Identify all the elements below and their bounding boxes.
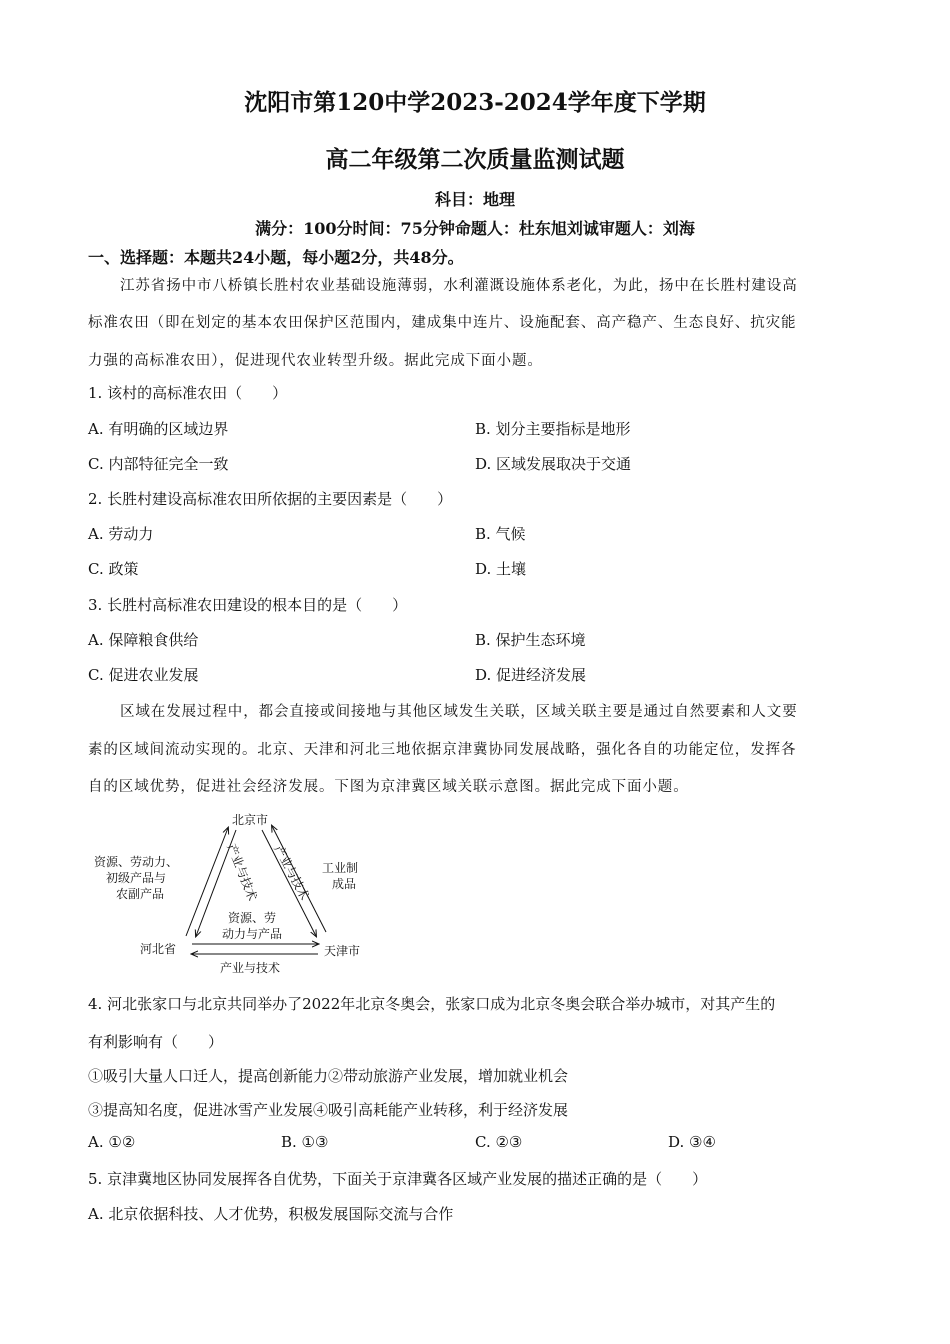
- option-a: A. 劳动力: [88, 525, 154, 543]
- label-left-outer: 农副产品: [116, 887, 165, 901]
- option-c: C. ②③: [475, 1133, 523, 1151]
- option-b: B. 划分主要指标是地形: [475, 420, 631, 438]
- option-d: D. ③④: [668, 1133, 716, 1151]
- statement-line: ①吸引大量人口迁人，提高创新能力②带动旅游产业发展，增加就业机会: [88, 1067, 569, 1085]
- option-a: A. 有明确的区域边界: [88, 420, 229, 438]
- node-tianjin: 天津市: [324, 944, 361, 958]
- option-d: D. 促进经济发展: [475, 666, 587, 684]
- option-b: B. 气候: [475, 525, 526, 543]
- exam-subject: 科目：地理: [434, 190, 515, 209]
- label-left-outer: 资源、劳动力、: [94, 855, 179, 869]
- exam-meta: 满分：100分时间：75分钟命题人：杜东旭刘诚审题人：刘海: [255, 219, 695, 238]
- option-c: C. 内部特征完全一致: [88, 455, 229, 473]
- label-right-inner: 产业与技术: [271, 842, 312, 903]
- option-b: B. 保护生态环境: [475, 631, 586, 649]
- passage-line: 区域在发展过程中，都会直接或间接地与其他区域发生关联，区域关联主要是通过自然要素和人文要: [120, 704, 798, 720]
- exam-title-line2: 高二年级第二次质量监测试题: [325, 146, 625, 173]
- node-hebei: 河北省: [140, 942, 177, 956]
- label-right-outer: 工业制: [322, 861, 359, 875]
- label-left-inner: 产业与技术: [224, 841, 260, 903]
- section-heading: 一、选择题：本题共24小题，每小题2分，共48分。: [88, 248, 464, 267]
- option-a: A. 北京依据科技、人才优势，积极发展国际交流与合作: [88, 1205, 454, 1223]
- passage-line: 江苏省扬中市八桥镇长胜村农业基础设施薄弱，水利灌溉设施体系老化，为此，扬中在长胜村建设高: [120, 278, 798, 294]
- exam-title-line1: 沈阳市第120中学2023-2024学年度下学期: [244, 89, 706, 116]
- arrow-hebei-to-beijing: [186, 828, 228, 936]
- question-stem: 5. 京津冀地区协同发展挥各自优势，下面关于京津冀各区域产业发展的描述正确的是（ ）: [88, 1170, 708, 1188]
- passage-line: 素的区域间流动实现的。北京、天津和河北三地依据京津冀协同发展战略，强化各自的功能定位，发挥各: [88, 742, 797, 758]
- question-stem: 4. 河北张家口与北京共同举办了2022年北京冬奥会，张家口成为北京冬奥会联合举办城市，对其产生的: [88, 995, 776, 1013]
- label-right-outer: 成品: [332, 877, 357, 891]
- passage-line: 自的区域优势，促进社会经济发展。下图为京津冀区域关联示意图。据此完成下面小题。: [88, 779, 689, 795]
- option-d: D. 土壤: [475, 560, 527, 578]
- option-a: A. 保障粮食供给: [88, 631, 199, 649]
- label-bottom-bottom: 产业与技术: [220, 961, 281, 975]
- question-stem: 1. 该村的高标准农田（ ）: [88, 384, 288, 402]
- option-b: B. ①③: [281, 1133, 329, 1151]
- option-d: D. 区域发展取决于交通: [475, 455, 632, 473]
- label-bottom-top: 资源、劳: [228, 911, 277, 925]
- option-c: C. 促进农业发展: [88, 666, 199, 684]
- node-beijing: 北京市: [232, 813, 269, 827]
- question-stem: 2. 长胜村建设高标准农田所依据的主要因素是（ ）: [88, 490, 453, 508]
- passage-line: 力强的高标准农田），促进现代农业转型升级。据此完成下面小题。: [88, 353, 543, 369]
- label-bottom-top: 动力与产品: [222, 927, 283, 941]
- label-left-outer: 初级产品与: [106, 871, 167, 885]
- option-c: C. 政策: [88, 560, 139, 578]
- statement-line: ③提高知名度，促进冰雪产业发展④吸引高耗能产业转移，利于经济发展: [88, 1101, 569, 1119]
- passage-line: 标准农田（即在划定的基本农田保护区范围内，建成集中连片、设施配套、高产稳产、生态良好、抗灾能: [88, 315, 797, 331]
- question-stem: 3. 长胜村高标准农田建设的根本目的是（ ）: [88, 596, 408, 614]
- question-stem: 有利影响有（ ）: [88, 1033, 224, 1051]
- option-a: A. ①②: [88, 1133, 136, 1151]
- region-linkage-diagram: [88, 808, 388, 980]
